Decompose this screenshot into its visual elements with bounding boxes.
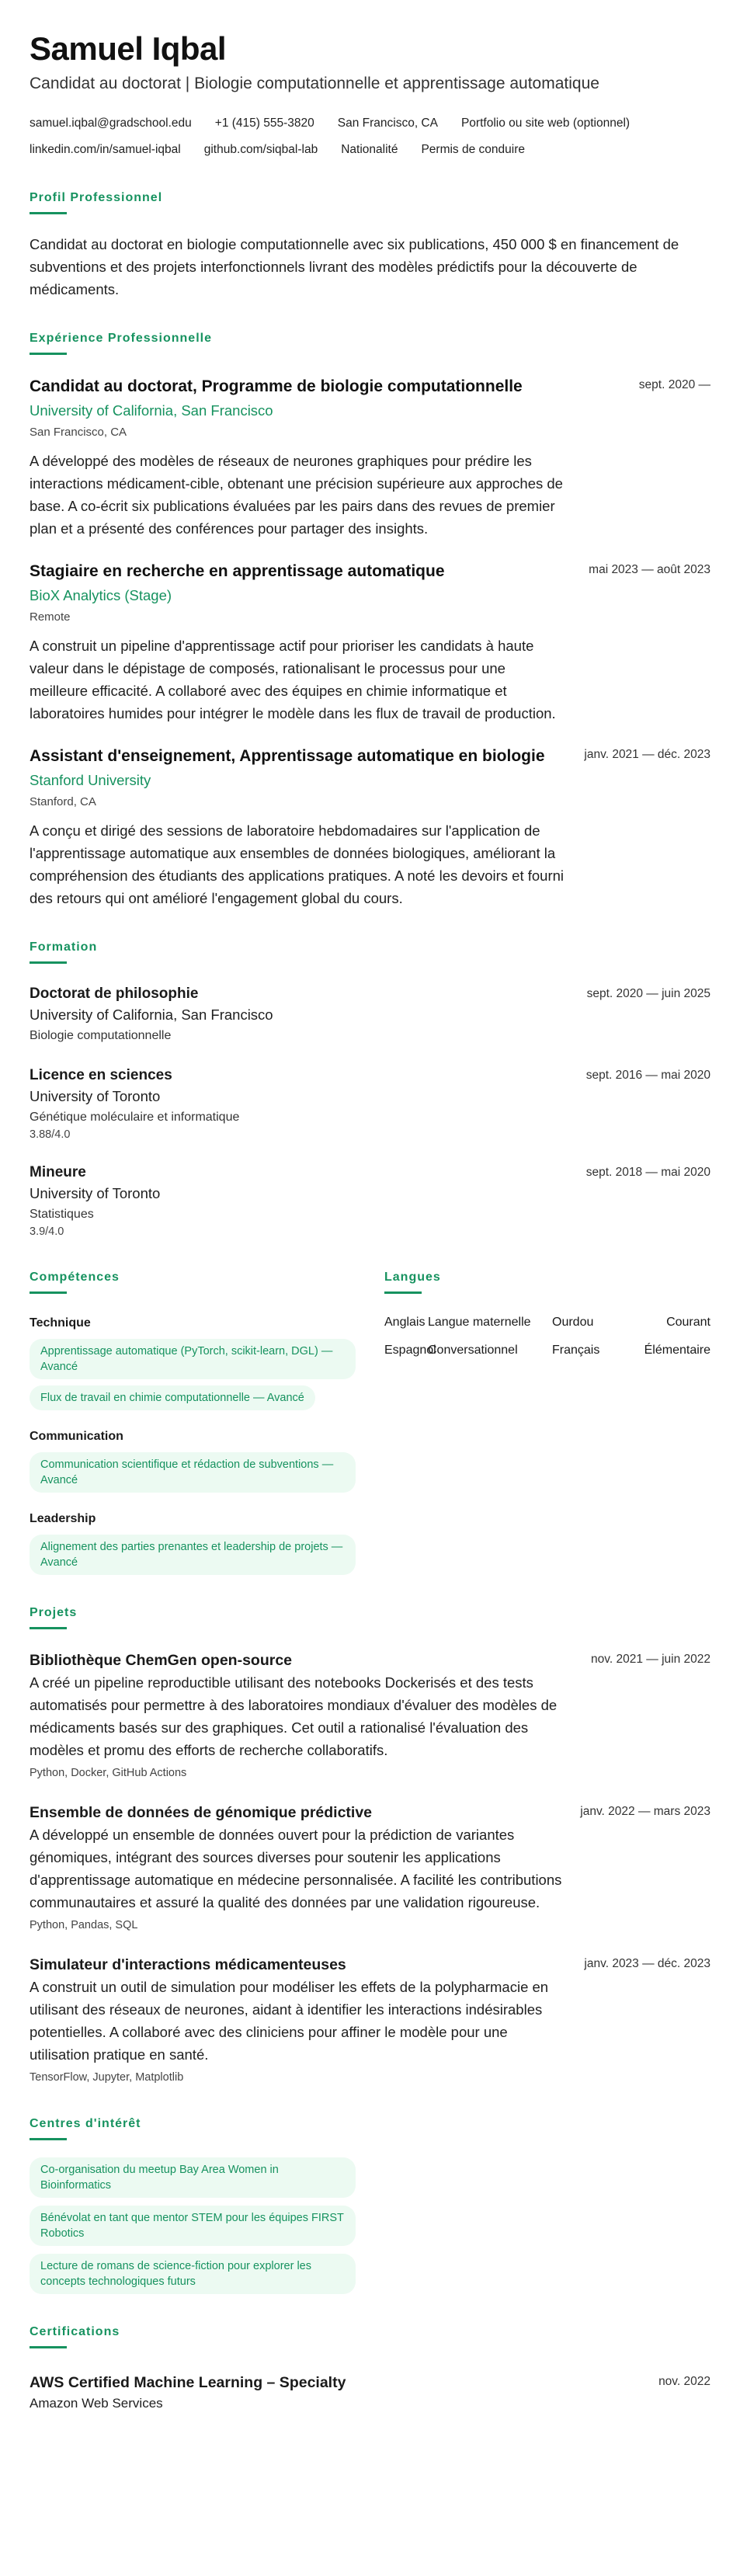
job-description: A développé des modèles de réseaux de neurones graphiques pour prédire les interactions médicament-cible, obtenant une précision supérieure aux approches de base. A co-écrit six publications évaluées par les pairs dans des revues de premier plan et a présenté des conférences pour partager des insights. <box>30 453 563 537</box>
skill-pill: Apprentissage automatique (PyTorch, scikit-learn, DGL) — Avancé <box>30 1339 356 1379</box>
contact-email[interactable]: samuel.iqbal@gradschool.edu <box>30 116 192 130</box>
certification-org: Amazon Web Services <box>30 2396 163 2411</box>
section-rule <box>30 1291 67 1294</box>
project-entry <box>30 1650 710 1782</box>
degree-title: Doctorat de philosophie <box>30 986 199 1002</box>
section-rule <box>30 2138 67 2140</box>
project-entry <box>30 1954 710 2086</box>
contact-linkedin[interactable]: linkedin.com/in/samuel-iqbal <box>30 143 181 156</box>
language-level: Conversationnel <box>428 1344 518 1357</box>
language-name: Français <box>552 1344 600 1357</box>
certification-entry <box>30 2372 710 2414</box>
skills-section <box>30 1271 363 1575</box>
contact-portfolio[interactable]: Portfolio ou site web (optionnel) <box>460 116 631 130</box>
education-date: sept. 2016 — mai 2020 <box>585 1069 710 1082</box>
language-level: Courant <box>666 1316 710 1329</box>
project-title: Ensemble de données de génomique prédictive <box>30 1804 373 1821</box>
language-name: Ourdou <box>552 1316 594 1329</box>
section-title: Certifications <box>30 2325 120 2338</box>
project-date: nov. 2021 — juin 2022 <box>591 1653 710 1666</box>
certification-title: AWS Certified Machine Learning – Specialty <box>30 2374 346 2391</box>
project-entry <box>30 1802 710 1934</box>
education-date: sept. 2020 — juin 2025 <box>586 987 710 1000</box>
job-title: Stagiaire en recherche en apprentissage automatique <box>30 562 445 580</box>
interest-pill: Co-organisation du meetup Bay Area Women in Bioinformatics <box>30 2157 356 2198</box>
education-section <box>30 940 710 1239</box>
job-title: Assistant d'enseignement, Apprentissage automatique en biologie <box>30 747 545 765</box>
skill-group <box>30 1510 363 1575</box>
section-rule <box>30 961 67 964</box>
section-rule <box>30 1627 67 1629</box>
job-date: janv. 2021 — déc. 2023 <box>584 748 710 761</box>
skill-pill: Flux de travail en chimie computationnelle — Avancé <box>30 1385 315 1410</box>
project-tech: TensorFlow, Jupyter, Matplotlib <box>30 2071 184 2084</box>
contact-location: San Francisco, CA <box>337 116 438 130</box>
languages-section <box>384 1271 710 1575</box>
language-level: Langue maternelle <box>428 1316 531 1329</box>
field-of-study: Statistiques <box>30 1208 94 1221</box>
job-location: Stanford, CA <box>30 795 96 808</box>
language-name: Anglais <box>384 1316 426 1329</box>
project-description: A développé un ensemble de données ouvert pour la prédiction de variantes génomiques, intégrant des sources diverses pour soutenir les applications d'apprentissage automatique en médecine personnalisée. A facilité les contributions communautaires et assuré la qualité des données par une validation rigoureuse. <box>30 1827 562 1910</box>
contact-nationality: Nationalité <box>341 143 398 156</box>
experience-entry <box>30 560 710 725</box>
section-title: Compétences <box>30 1271 120 1284</box>
project-description: A construit un outil de simulation pour modéliser les effets de la polypharmacie en utilisant des réseaux de neurones, aidant à identifier les interactions indésirables potentielles. A collaboré avec des cliniciens pour affiner le modèle pour une utilisation pratique en santé. <box>30 1979 549 2063</box>
certifications-section <box>30 2325 710 2414</box>
skill-pill: Alignement des parties prenantes et leadership de projets — Avancé <box>30 1535 356 1575</box>
contact-phone[interactable]: +1 (415) 555-3820 <box>214 116 314 130</box>
job-org: University of California, San Francisco <box>30 402 273 419</box>
degree-title: Licence en sciences <box>30 1067 172 1083</box>
project-date: janv. 2022 — mars 2023 <box>580 1805 710 1818</box>
grade: 3.9/4.0 <box>30 1225 64 1238</box>
field-of-study: Génétique moléculaire et informatique <box>30 1111 240 1124</box>
job-org: BioX Analytics (Stage) <box>30 587 172 603</box>
experience-entry <box>30 375 710 540</box>
projects-section <box>30 1606 710 2086</box>
education-date: sept. 2018 — mai 2020 <box>585 1166 710 1179</box>
project-description: A créé un pipeline reproductible utilisant des notebooks Dockerisés et des tests automatisés pour permettre à des laboratoires mondiaux d'évaluer des modèles de médicaments basés sur des graphiques. Cet outil a rationalisé l'évaluation des modèles et promu des efforts de recherche collaboratifs. <box>30 1674 558 1758</box>
degree-title: Mineure <box>30 1164 86 1180</box>
experience-entry <box>30 745 710 909</box>
certification-date: nov. 2022 <box>658 2375 710 2388</box>
project-tech: Python, Docker, GitHub Actions <box>30 1767 187 1779</box>
job-org: Stanford University <box>30 772 151 788</box>
section-title: Profil Professionnel <box>30 191 163 204</box>
section-title: Formation <box>30 940 98 954</box>
section-title: Projets <box>30 1606 78 1619</box>
school-name: University of Toronto <box>30 1185 161 1201</box>
contact-license: Permis de conduire <box>421 143 525 156</box>
interest-pill: Lecture de romans de science-fiction pour explorer les concepts technologiques futurs <box>30 2254 356 2294</box>
resume-header <box>30 30 710 163</box>
job-description: A conçu et dirigé des sessions de laboratoire hebdomadaires sur l'application de l'apprentissage automatique aux ensembles de données biologiques, améliorant la compréhension des étudiants des applications pratiques. A noté les devoirs et fourni des retours qui ont amélioré l'engagement global du cours. <box>30 822 565 906</box>
job-location: San Francisco, CA <box>30 426 127 439</box>
interests-section <box>30 2117 710 2294</box>
skill-pill: Communication scientifique et rédaction de subventions — Avancé <box>30 1452 356 1493</box>
contact-github[interactable]: github.com/siqbal-lab <box>203 143 318 156</box>
section-rule <box>30 2346 67 2348</box>
project-tech: Python, Pandas, SQL <box>30 1919 138 1931</box>
profile-section <box>30 191 710 301</box>
section-title: Centres d'intérêt <box>30 2117 141 2130</box>
job-title: Candidat au doctorat, Programme de biologie computationnelle <box>30 377 523 395</box>
grade: 3.88/4.0 <box>30 1128 71 1141</box>
language-name: Espagnol <box>384 1344 436 1357</box>
candidate-headline: Candidat au doctorat | Biologie computationnelle et apprentissage automatique <box>30 75 599 92</box>
section-title: Langues <box>384 1271 441 1284</box>
experience-section <box>30 332 710 909</box>
profile-text: Candidat au doctorat en biologie computationnelle avec six publications, 450 000 $ en financement de subventions et des projets interfonctionnels livrant des modèles prédictifs pour la découverte de médicaments. <box>30 236 679 297</box>
job-date: mai 2023 — août 2023 <box>589 563 710 576</box>
skill-group <box>30 1314 363 1410</box>
job-date: sept. 2020 — <box>638 378 710 391</box>
section-rule <box>30 212 67 214</box>
field-of-study: Biologie computationnelle <box>30 1029 172 1042</box>
job-location: Remote <box>30 610 71 624</box>
section-rule <box>30 353 67 355</box>
section-rule <box>384 1291 422 1294</box>
language-row <box>384 1314 710 1331</box>
project-date: janv. 2023 — déc. 2023 <box>584 1957 710 1970</box>
job-description: A construit un pipeline d'apprentissage actif pour prioriser les candidats à haute valeur dans le dépistage de composés, rationalisant le processus pour une meilleure efficacité. A collaboré avec des équipes en chimie informatique et laboratoires humides pour intégrer le modèle dans les flux de travail de production. <box>30 638 556 721</box>
education-entry <box>30 984 710 1045</box>
project-title: Bibliothèque ChemGen open-source <box>30 1652 293 1669</box>
skill-group <box>30 1427 363 1493</box>
education-entry <box>30 1066 710 1142</box>
section-title: Expérience Professionnelle <box>30 332 212 345</box>
skill-category: Communication <box>30 1430 123 1443</box>
skill-category: Technique <box>30 1316 91 1330</box>
skill-category: Leadership <box>30 1512 96 1525</box>
school-name: University of California, San Francisco <box>30 1006 273 1023</box>
project-title: Simulateur d'interactions médicamenteuses <box>30 1956 346 1973</box>
contact-list <box>30 110 710 163</box>
candidate-name: Samuel Iqbal <box>30 30 227 67</box>
language-row <box>384 1342 710 1359</box>
interest-pill: Bénévolat en tant que mentor STEM pour les équipes FIRST Robotics <box>30 2206 356 2246</box>
skills-languages-row <box>30 1271 710 1575</box>
language-level: Élémentaire <box>644 1344 710 1357</box>
school-name: University of Toronto <box>30 1088 161 1104</box>
education-entry <box>30 1163 710 1239</box>
